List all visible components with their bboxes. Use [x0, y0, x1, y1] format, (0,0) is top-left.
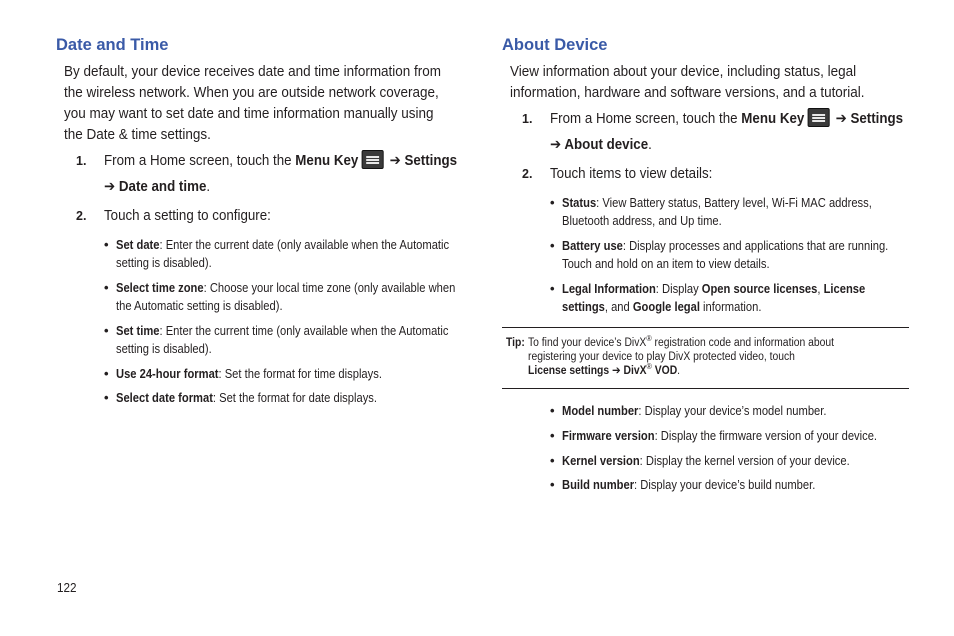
- section-heading: Date and Time: [56, 36, 169, 54]
- tip-top-rule: [502, 327, 909, 328]
- section-heading: About Device: [502, 36, 608, 54]
- menu-key-label: Menu Key: [295, 153, 359, 169]
- bullet-dot: •: [104, 237, 109, 252]
- bullet-dot: •: [550, 281, 555, 296]
- menu-key-label: Menu Key: [741, 111, 805, 127]
- date-and-time-label: Date and time: [118, 179, 207, 195]
- bullet-dot: •: [550, 477, 555, 492]
- step-number: 1.: [76, 154, 87, 168]
- bullet-dot: •: [104, 366, 109, 381]
- settings-label: ➔ Settings: [389, 153, 458, 169]
- bullet-dot: •: [104, 390, 109, 405]
- bullet-dot: •: [550, 403, 555, 418]
- step-number: 1.: [522, 112, 533, 126]
- tip-bottom-rule: [502, 388, 909, 389]
- step-number: 2.: [522, 167, 533, 181]
- intro-paragraph: View information about your device, including status, legal information, hardware and software versions, and a tutorial.: [510, 64, 865, 101]
- about-device-label: About device: [564, 137, 649, 153]
- step-number: 2.: [76, 209, 87, 223]
- bullet-dot: •: [104, 323, 109, 338]
- menu-key-icon: [362, 150, 384, 169]
- menu-key-icon: [808, 108, 830, 127]
- bullet-dot: •: [550, 195, 555, 210]
- tip-label: Tip:: [506, 337, 525, 349]
- page-number: 122: [57, 580, 77, 595]
- bullet-dot: •: [550, 238, 555, 253]
- bullet-dot: •: [550, 428, 555, 443]
- intro-paragraph: By default, your device receives date and time information from the wireless network. When you are outside network coverage, you may want to set date and time information manually using the Date & time settings.: [64, 64, 442, 143]
- bullet-dot: •: [550, 453, 555, 468]
- bullet-dot: •: [104, 280, 109, 295]
- settings-label: ➔ Settings: [835, 111, 904, 127]
